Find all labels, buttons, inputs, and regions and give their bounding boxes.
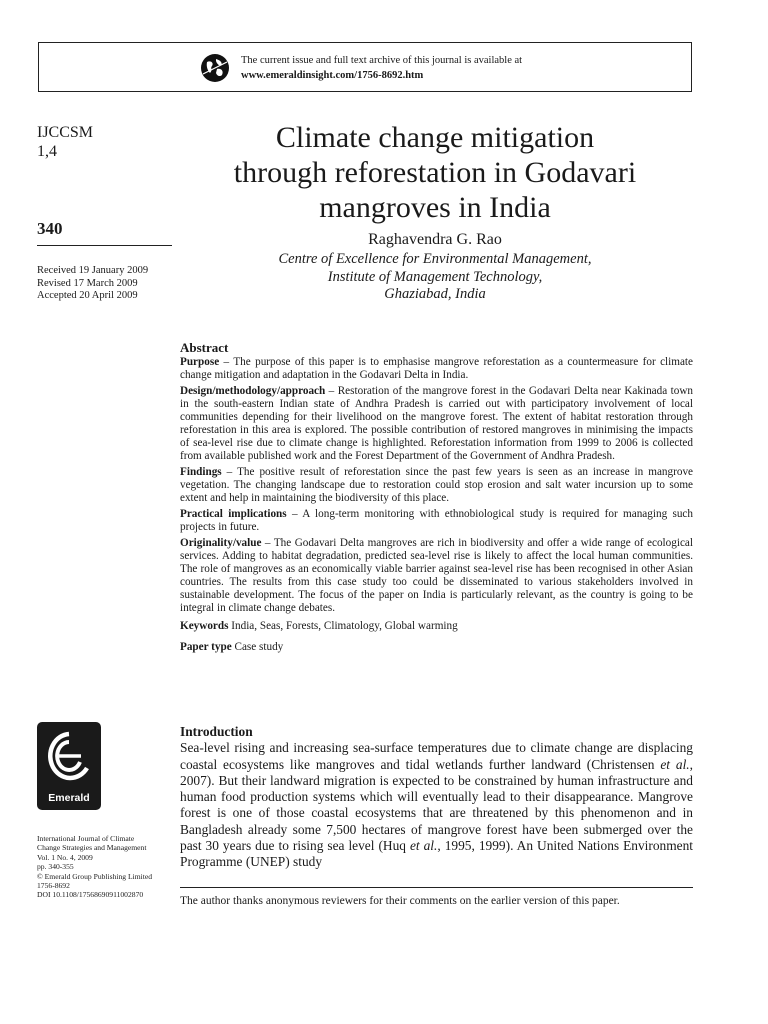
page-number-rule xyxy=(37,245,172,246)
affiliation-line-2: Institute of Management Technology, xyxy=(327,268,543,285)
abstract-paper-type xyxy=(180,641,693,654)
keywords-label: Keywords xyxy=(180,620,229,632)
originality-label: Originality/value xyxy=(180,537,262,549)
abstract-practical xyxy=(180,508,693,534)
pubinfo-pages: pp. 340-355 xyxy=(37,862,74,872)
purpose-text: – The purpose of this paper is to emphasise mangrove reforestation as a countermeasure for climate change mitigation and adaptation in the Godavari Delta in India. xyxy=(180,356,693,381)
intro-text-1: Sea-level rising and increasing sea-surface temperatures due to climate change are displacing coastal ecosystems like mangroves and tidal wetlands further landward (Christensen xyxy=(180,740,693,772)
abstract-heading: Abstract xyxy=(180,340,229,355)
pubinfo-issn: 1756-8692 xyxy=(37,881,70,891)
page-number: 340 xyxy=(37,219,63,238)
introduction-heading: Introduction xyxy=(180,724,253,739)
author-affiliation xyxy=(170,251,700,304)
emerald-logo xyxy=(37,722,101,810)
received-date: Received 19 January 2009 xyxy=(37,265,149,276)
accepted-date: Accepted 20 April 2009 xyxy=(37,290,138,301)
intro-etal-2: et al. xyxy=(409,838,438,854)
title-line-1: Climate change mitigation xyxy=(275,121,595,154)
introduction-section xyxy=(180,724,693,871)
title-line-2: through reforestation in Godavari xyxy=(233,156,637,189)
abstract-purpose xyxy=(180,356,693,382)
abstract-originality xyxy=(180,537,693,615)
footnote-divider xyxy=(180,887,693,888)
archive-url-link[interactable]: www.emeraldinsight.com/1756-8692.htm xyxy=(241,70,424,81)
author-name: Raghavendra G. Rao xyxy=(368,231,502,248)
journal-abbreviation xyxy=(37,123,93,161)
abstract-section xyxy=(180,341,693,654)
journal-abbr-name: IJCCSM xyxy=(37,124,94,141)
abstract-keywords xyxy=(180,620,693,633)
affiliation-line-3: Ghaziabad, India xyxy=(384,286,486,302)
design-text: – Restoration of the mangrove forest in the Godavari Delta near Kakinada town in the south-eastern Indian state of Andhra Pradesh is carried out with participatory involvement of local communities depending for their livelihood on the mangrove forest. The extent of habitat restoration through reforestation in this area is explored. The possible contribution of restored mangroves in minimising the impacts of sea-level rise due to climate change is highlighted. Reforestation information from 1999 to 2006 is collected from available published work and the Forest Department of the Government of Andhra Pradesh. xyxy=(180,385,693,462)
pubinfo-doi: DOI 10.1108/17568690911002870 xyxy=(37,890,144,900)
purpose-label: Purpose xyxy=(180,356,220,368)
article-title xyxy=(170,120,700,225)
intro-text-2: , 2007). But their landward migration is expected to be constrained by human infrastructure and human food production systems which will eventually lead to their disappearance. Mangrove forest is one of those coastal ecosystems that are threatened by this phenomenon and in Bangladesh already some 7,500 hectares of mangrove forest have been submerged over the past 30 years due to rising sea level (Huq xyxy=(180,756,693,854)
findings-label: Findings xyxy=(180,466,222,478)
practical-label: Practical implications xyxy=(180,508,287,520)
intro-etal-1: et al. xyxy=(660,756,690,772)
publication-info xyxy=(37,834,177,900)
archive-notice-text: The current issue and full text archive of this journal is available at xyxy=(241,55,523,66)
originality-text: – The Godavari Delta mangroves are rich in biodiversity and offer a wide range of ecological services. Adding to habitat degradation, predicted sea-level rise is likely to affect the local human communities. The role of mangroves as an economically viable barrier against sea-level rise has been recognised in other Asian countries. The results from this case study too could be disseminated to various stakeholders involved in sustainable development. The focus of the paper on India is particularly relevant, as the country is going to be integral in climate change debates. xyxy=(180,537,693,614)
archive-notice xyxy=(241,53,522,83)
keywords-text: India, Seas, Forests, Climatology, Global warming xyxy=(228,620,458,632)
submission-dates xyxy=(37,265,148,303)
pubinfo-journal-line-1: International Journal of Climate xyxy=(37,834,135,843)
archive-notice-box xyxy=(38,42,692,92)
abstract-design xyxy=(180,385,693,463)
intro-text-3: , 1995, 1999). An United Nations Environment Programme (UNEP) study xyxy=(180,838,694,870)
emerald-e-icon xyxy=(45,728,93,788)
affiliation-line-1: Centre of Excellence for Environmental Management, xyxy=(278,251,592,267)
title-line-3: mangroves in India xyxy=(319,191,551,224)
revised-date: Revised 17 March 2009 xyxy=(37,277,138,289)
journal-volume-issue: 1,4 xyxy=(37,143,57,160)
practical-text: – A long-term monitoring with ethnobiological study is required for managing such projects in future. xyxy=(180,508,693,533)
pubinfo-copyright: © Emerald Group Publishing Limited xyxy=(37,871,153,881)
introduction-paragraph xyxy=(180,740,693,870)
pubinfo-volume: Vol. 1 No. 4, 2009 xyxy=(37,852,93,862)
globe-icon xyxy=(199,52,231,84)
paper-type-label: Paper type xyxy=(180,641,232,653)
abstract-findings xyxy=(180,466,693,505)
pubinfo-journal-line-2: Change Strategies and Management xyxy=(37,843,147,853)
emerald-logo-text: Emerald xyxy=(48,792,90,804)
paper-type-text: Case study xyxy=(231,641,284,653)
design-label: Design/methodology/approach xyxy=(180,385,326,397)
findings-text: – The positive result of reforestation since the past few years is seen as an increase in mangrove vegetation. The changing landscape due to restoration could stop erosion and salt water incursion up to some extent and help in maintaining the biodiversity of this place. xyxy=(180,466,693,504)
acknowledgement-footnote: The author thanks anonymous reviewers for their comments on the earlier version of this paper. xyxy=(180,895,620,907)
